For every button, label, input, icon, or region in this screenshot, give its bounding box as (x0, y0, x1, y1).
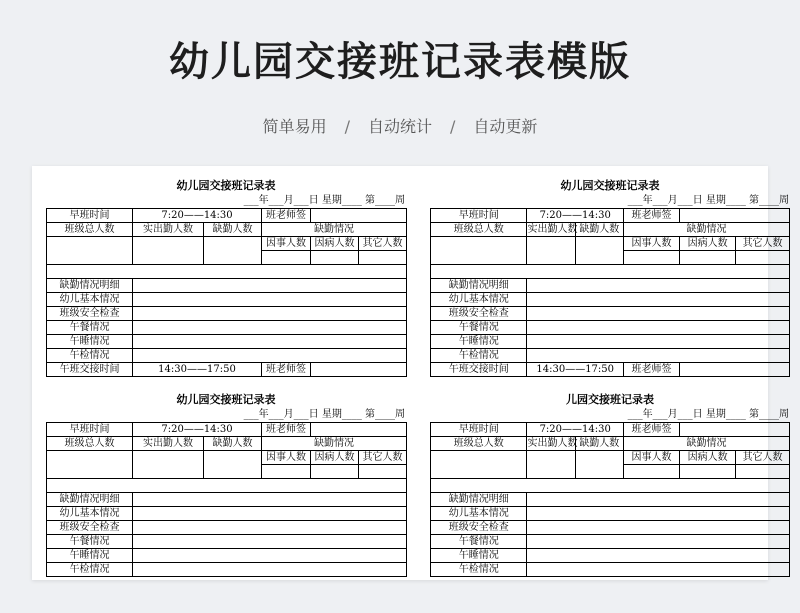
row-label: 午餐情况 (431, 535, 527, 549)
reason-sick-label: 因病人数 (680, 237, 736, 251)
row-value[interactable] (133, 321, 407, 335)
row-value[interactable] (133, 349, 407, 363)
reason-sick-label: 因病人数 (311, 237, 359, 251)
row-label: 班级安全检查 (431, 521, 527, 535)
row-value[interactable] (133, 293, 407, 307)
row-label: 午检情况 (47, 563, 133, 577)
absent-label: 缺勤人数 (204, 223, 262, 237)
morning-label: 早班时间 (47, 209, 133, 223)
row-label: 幼儿基本情况 (431, 507, 527, 521)
afternoon-label: 午班交接时间 (431, 363, 527, 377)
morning-time: 7:20——14:30 (133, 209, 262, 223)
spacer-row (431, 479, 790, 493)
teacher-sign-label: 班老师签 (623, 423, 679, 437)
handover-form (46, 380, 406, 577)
reason-sick-cell[interactable] (311, 465, 359, 479)
total-label: 班级总人数 (47, 223, 133, 237)
form-title: 幼儿园交接班记录表 (560, 179, 660, 192)
absence-info-label: 缺勤情况 (262, 223, 407, 237)
reason-other-label: 其它人数 (736, 451, 790, 465)
row-value[interactable] (527, 563, 790, 577)
row-value[interactable] (527, 349, 790, 363)
row-value[interactable] (133, 493, 407, 507)
row-label: 午检情况 (47, 349, 133, 363)
row-value[interactable] (527, 279, 790, 293)
absent-cell[interactable] (575, 451, 623, 479)
handover-form (430, 380, 790, 577)
form-date-line: ___年___月___日 星期____ 第____周 (627, 195, 789, 206)
present-label: 实出勤人数 (133, 223, 204, 237)
total-label: 班级总人数 (47, 437, 133, 451)
row-label: 幼儿基本情况 (47, 507, 133, 521)
morning-time: 7:20——14:30 (133, 423, 262, 437)
feature-tags (0, 114, 800, 137)
present-label: 实出勤人数 (527, 438, 578, 449)
row-value[interactable] (527, 535, 790, 549)
form-table (430, 208, 790, 377)
reason-other-cell[interactable] (359, 465, 407, 479)
form-date-line: ___年___月___日 星期____ 第____周 (243, 195, 405, 206)
tag-easy-to-use: 简单易用 (262, 117, 327, 136)
reason-other-cell[interactable] (359, 251, 407, 265)
row-value[interactable] (527, 507, 790, 521)
teacher-sign-cell[interactable] (311, 423, 407, 437)
form-date-line: ___年___月___日 星期____ 第____周 (627, 409, 789, 420)
total-cell[interactable] (431, 237, 527, 265)
row-label: 缺勤情况明细 (431, 493, 527, 507)
row-value[interactable] (133, 307, 407, 321)
reason-sick-label: 因病人数 (311, 451, 359, 465)
teacher-sign-label: 班老师签 (262, 209, 311, 223)
afternoon-time: 14:30——17:50 (527, 363, 623, 377)
present-cell[interactable] (527, 237, 575, 265)
reason-other-label: 其它人数 (359, 237, 407, 251)
row-value[interactable] (527, 493, 790, 507)
tag-separator: / (450, 117, 456, 136)
afternoon-label: 午班交接时间 (47, 363, 133, 377)
present-cell[interactable] (133, 237, 204, 265)
teacher-sign-label: 班老师签 (623, 209, 679, 223)
teacher-sign-cell[interactable] (680, 363, 790, 377)
total-cell[interactable] (47, 451, 133, 479)
morning-label: 早班时间 (47, 423, 133, 437)
row-label: 缺勤情况明细 (47, 279, 133, 293)
row-label: 午睡情况 (47, 549, 133, 563)
spreadsheet-preview (32, 166, 789, 580)
row-label: 午检情况 (431, 563, 527, 577)
row-label: 午睡情况 (47, 335, 133, 349)
teacher-sign-label: 班老师签 (623, 363, 679, 377)
row-label: 午睡情况 (431, 335, 527, 349)
reason-personal-label: 因事人数 (623, 237, 679, 251)
row-value[interactable] (133, 521, 407, 535)
absence-info-label: 缺勤情况 (623, 437, 789, 451)
absent-cell[interactable] (204, 237, 262, 265)
reason-sick-cell[interactable] (680, 251, 736, 265)
teacher-sign-cell[interactable] (311, 209, 407, 223)
row-label: 班级安全检查 (431, 307, 527, 321)
row-value[interactable] (133, 335, 407, 349)
absence-info-label: 缺勤情况 (623, 223, 789, 237)
form-table (430, 422, 790, 577)
reason-personal-cell[interactable] (623, 251, 679, 265)
absent-label: 缺勤人数 (575, 437, 623, 451)
teacher-sign-cell[interactable] (311, 363, 407, 377)
teacher-sign-label: 班老师签 (262, 363, 311, 377)
row-label: 午睡情况 (431, 549, 527, 563)
row-label: 午餐情况 (431, 321, 527, 335)
row-label: 午餐情况 (47, 321, 133, 335)
reason-personal-cell[interactable] (623, 465, 679, 479)
row-label: 缺勤情况明细 (431, 279, 527, 293)
form-title: 儿园交接班记录表 (566, 393, 654, 406)
row-label: 班级安全检查 (47, 521, 133, 535)
reason-sick-cell[interactable] (311, 251, 359, 265)
row-value[interactable] (133, 563, 407, 577)
total-label: 班级总人数 (431, 437, 527, 451)
reason-sick-label: 因病人数 (680, 451, 736, 465)
absence-info-label: 缺勤情况 (262, 437, 407, 451)
handover-form (46, 166, 406, 377)
teacher-sign-cell[interactable] (680, 209, 790, 223)
spacer-row (431, 265, 790, 279)
absent-cell[interactable] (575, 237, 623, 265)
row-label: 班级安全检查 (47, 307, 133, 321)
row-value[interactable] (527, 335, 790, 349)
tag-separator: / (344, 117, 350, 136)
row-label: 午餐情况 (47, 535, 133, 549)
form-title: 幼儿园交接班记录表 (176, 393, 276, 406)
row-value[interactable] (527, 549, 790, 563)
teacher-sign-label: 班老师签 (262, 423, 311, 437)
form-date-line: ___年___月___日 星期____ 第____周 (243, 409, 405, 420)
row-label: 缺勤情况明细 (47, 493, 133, 507)
form-table (46, 208, 407, 377)
row-label: 幼儿基本情况 (47, 293, 133, 307)
row-value[interactable] (133, 549, 407, 563)
spacer-row (47, 479, 407, 493)
reason-other-label: 其它人数 (736, 237, 790, 251)
reason-personal-label: 因事人数 (262, 237, 311, 251)
tag-auto-stats: 自动统计 (367, 117, 432, 136)
reason-personal-label: 因事人数 (623, 451, 679, 465)
reason-other-cell[interactable] (736, 465, 790, 479)
page-title: 幼儿园交接班记录表模版 (169, 39, 631, 85)
row-value[interactable] (527, 521, 790, 535)
row-label: 午检情况 (431, 349, 527, 363)
reason-personal-cell[interactable] (262, 465, 311, 479)
row-value[interactable] (527, 321, 790, 335)
row-label: 幼儿基本情况 (431, 293, 527, 307)
morning-time: 7:20——14:30 (527, 423, 623, 437)
reason-personal-label: 因事人数 (262, 451, 311, 465)
absent-label: 缺勤人数 (575, 223, 623, 237)
spacer-row (47, 265, 407, 279)
handover-form (430, 166, 790, 377)
teacher-sign-cell[interactable] (680, 423, 790, 437)
form-title: 幼儿园交接班记录表 (176, 179, 276, 192)
reason-personal-cell[interactable] (262, 251, 311, 265)
row-value[interactable] (133, 507, 407, 521)
reason-other-cell[interactable] (736, 251, 790, 265)
total-cell[interactable] (431, 451, 527, 479)
present-label: 实出勤人数 (133, 437, 204, 451)
form-table (46, 422, 407, 577)
morning-time: 7:20——14:30 (527, 209, 623, 223)
morning-label: 早班时间 (431, 209, 527, 223)
row-value[interactable] (133, 279, 407, 293)
row-value[interactable] (527, 293, 790, 307)
absent-cell[interactable] (204, 451, 262, 479)
present-label: 实出勤人数 (527, 224, 578, 235)
total-cell[interactable] (47, 237, 133, 265)
row-value[interactable] (133, 535, 407, 549)
reason-other-label: 其它人数 (359, 451, 407, 465)
afternoon-time: 14:30——17:50 (133, 363, 262, 377)
reason-sick-cell[interactable] (680, 465, 736, 479)
present-cell[interactable] (133, 451, 204, 479)
present-cell[interactable] (527, 451, 575, 479)
absent-label: 缺勤人数 (204, 437, 262, 451)
tag-auto-update: 自动更新 (473, 117, 538, 136)
row-value[interactable] (527, 307, 790, 321)
morning-label: 早班时间 (431, 423, 527, 437)
total-label: 班级总人数 (431, 223, 527, 237)
